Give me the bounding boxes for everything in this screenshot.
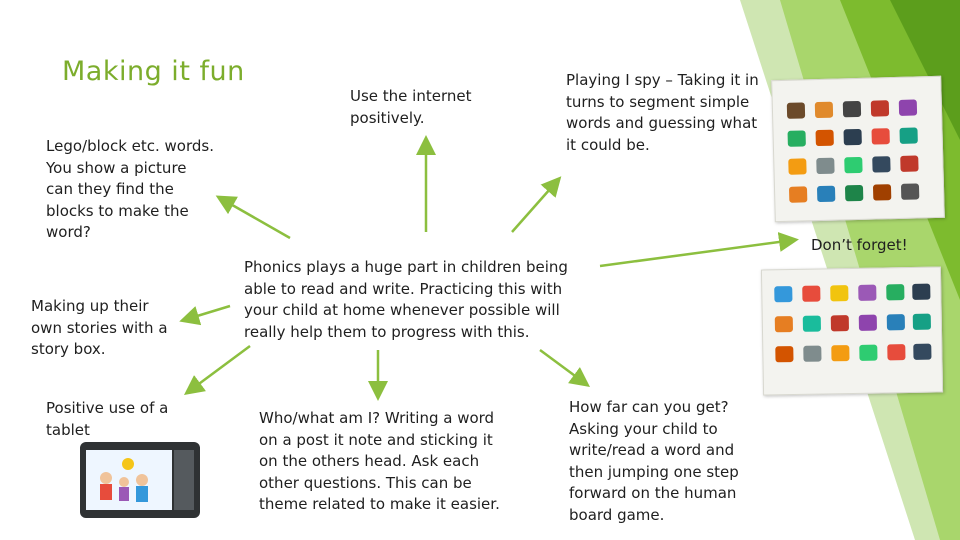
arrow-to-tablet [188,346,250,392]
dont-forget-note: Don’t forget! [811,236,908,254]
slide-title: Making it fun [62,56,245,87]
whoami-text: Who/what am I? Writing a word on a post it note and sticking it on the others head. Ask each other questions. This can be theme related to make it easier. [259,409,500,513]
arrow-to-howfar [540,350,586,384]
arrow-to-stories [184,306,230,320]
arrow-to-lego [220,198,290,238]
tablet-text: Positive use of a tablet [46,399,169,439]
phonics-text: Phonics plays a huge part in children being able to read and write. Practicing this with your child at home whenever possible will really help them to progress with this. [244,258,568,341]
howfar-text: How far can you get? Asking your child to write/read a word and then jumping one step forward on the human board game. [569,398,739,524]
internet-text: Use the internet positively. [350,87,472,127]
stories-text: Making up their own stories with a story box. [31,297,168,358]
lego-text: Lego/block etc. words. You show a picture can they find the blocks to make the word? [46,137,214,241]
arrow-to-ispy [512,180,558,232]
arrow-to-dont-forget [600,240,794,266]
ispy-text: Playing I spy – Taking it in turns to segment simple words and guessing what it could be. [566,71,759,154]
